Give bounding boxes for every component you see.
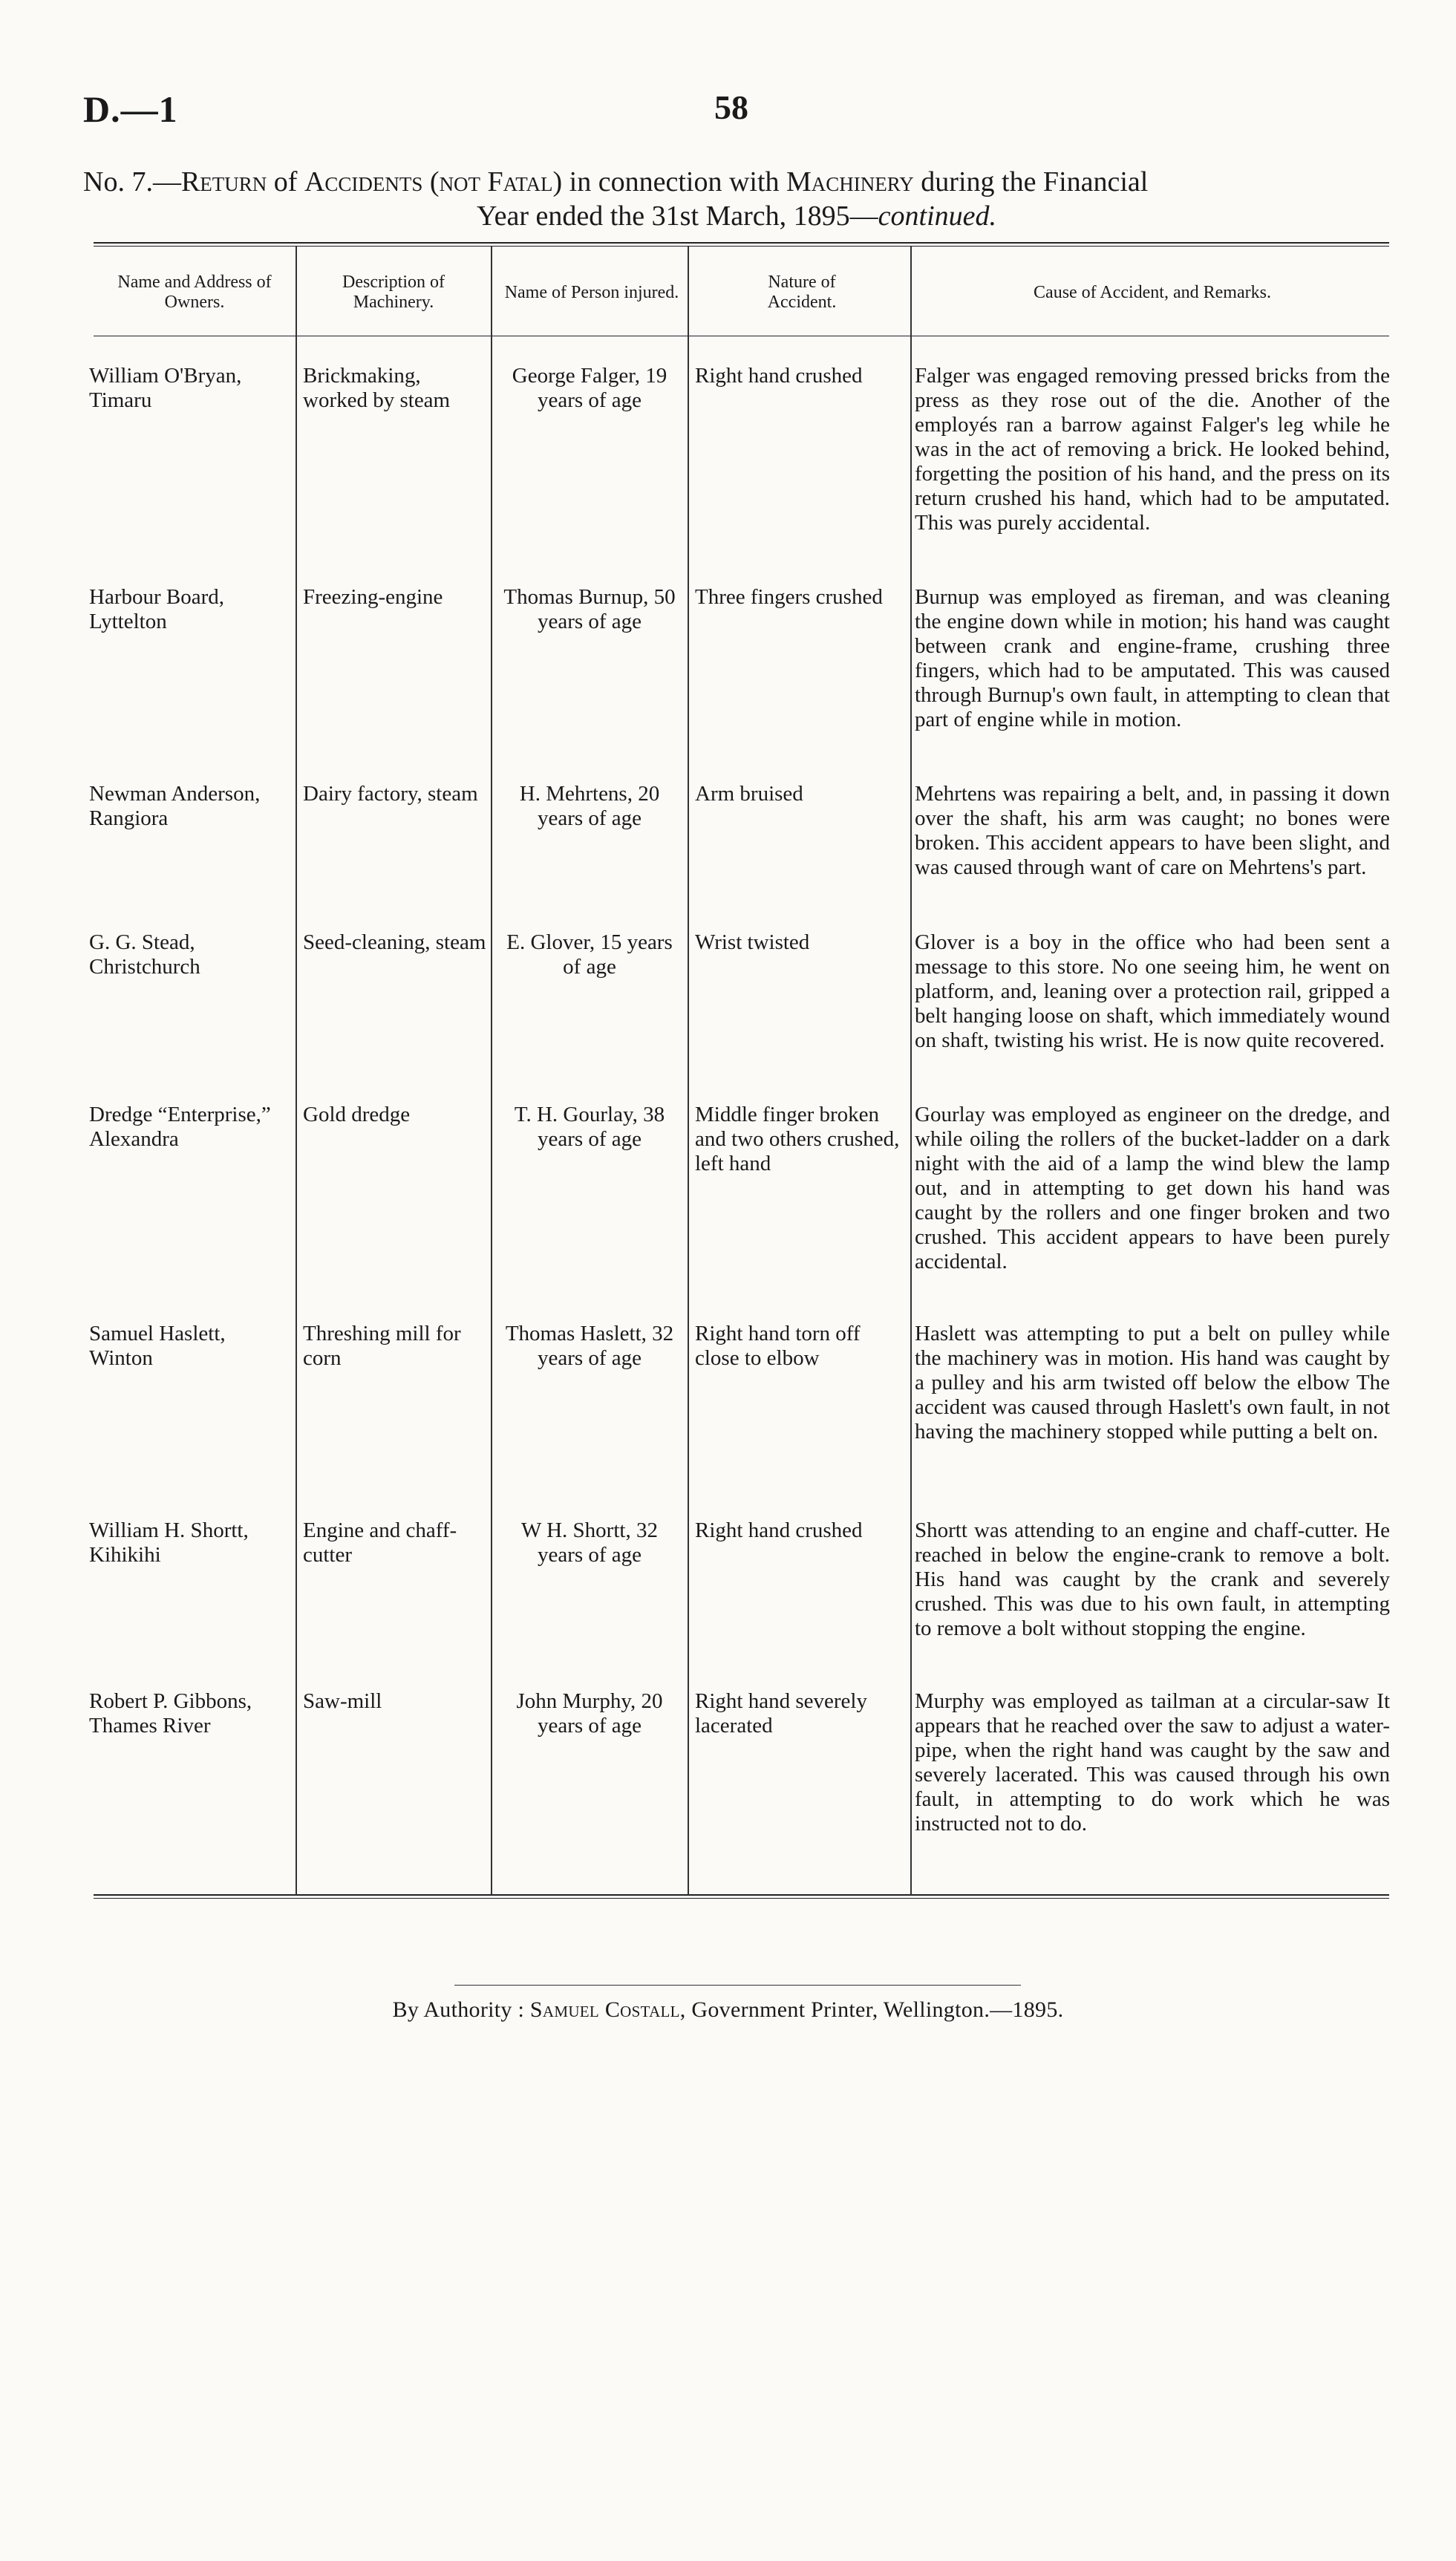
row-5-person: T. H. Gourlay, 38 years of age (514, 1103, 665, 1151)
column-divider (688, 247, 689, 1895)
title-line-1-end: during the Financial (913, 166, 1149, 198)
row-2-person: Thomas Burnup, 50 years of age (503, 585, 676, 633)
row-8-person: John Murphy, 20 years of age (516, 1689, 663, 1738)
row-3-person: H. Mehrtens, 20 years of age (519, 782, 660, 830)
row-4-cause: Glover is a boy in the office who had been sent a message to this store. No one seeing him, he went on platform, and, leaning over a protection rail, gripped a belt hanging loose on shaft, which immediately wound on shaft, twisting his wrist. He is now quite recovered. (915, 930, 1390, 1052)
row-4-nature: Wrist twisted (695, 930, 810, 954)
column-divider (910, 247, 912, 1895)
row-5-nature: Middle finger broken and two others crushed, left hand (695, 1103, 900, 1175)
row-5-owner: Dredge “Enterprise,” Alexandra (89, 1103, 271, 1151)
title-machinery: Machinery (786, 166, 914, 198)
row-1-machinery: Brickmaking, worked by steam (303, 364, 451, 412)
row-8-cause: Murphy was employed as tailman at a circular-saw It appears that he reached over the saw to adjust a water-pipe, when the right hand was caught by the saw and severely lacerated. This was caused through his own fault, in attempting to do work which he was instructed not to do. (915, 1689, 1390, 1836)
row-6-machinery: Threshing mill for corn (303, 1322, 461, 1370)
row-4-owner: G. G. Stead, Christchurch (89, 930, 200, 979)
row-4-machinery: Seed-cleaning, steam (303, 930, 486, 954)
header-machinery: Description of Machinery. (342, 273, 445, 312)
title-connection: ) in connection with (552, 166, 786, 198)
row-8-owner: Robert P. Gibbons, Thames River (89, 1689, 252, 1738)
row-7-person: W H. Shortt, 32 years of age (521, 1518, 658, 1567)
row-7-cause: Shortt was attending to an engine and chaff-cutter. He reached in below the engine-crank to remove a bolt. His hand was caught by the crank and severely crushed. This was due to his own fault, in attempting to remove a bolt without stopping the engine. (915, 1518, 1390, 1640)
row-1-nature: Right hand crushed (695, 364, 863, 388)
row-1-owner: William O'Bryan, Timaru (89, 364, 242, 412)
row-8-machinery: Saw-mill (303, 1689, 382, 1713)
row-6-person: Thomas Haslett, 32 years of age (505, 1322, 674, 1370)
row-3-nature: Arm bruised (695, 782, 803, 806)
header-cause: Cause of Accident, and Remarks. (1034, 282, 1271, 302)
row-8-nature: Right hand severely lacerated (695, 1689, 867, 1738)
title-accidents: Accidents (304, 166, 423, 198)
table-top-rule (94, 242, 1389, 247)
title-not-fatal: not Fatal (439, 166, 553, 198)
table-bottom-rule (94, 1894, 1389, 1899)
row-5-machinery: Gold dredge (303, 1103, 411, 1126)
page-number: 58 (714, 88, 748, 126)
row-2-machinery: Freezing-engine (303, 585, 443, 609)
row-5-cause: Gourlay was employed as engineer on the dredge, and while oiling the rollers of the bucket-ladder on a dark night with the aid of a lamp the wind blew the lamp out, and in attempting to get down his hand was caught by the rollers and one finger broken and two crushed. This accident appears to have been purely accidental. (915, 1103, 1390, 1273)
row-6-owner: Samuel Haslett, Winton (89, 1322, 226, 1370)
row-1-cause: Falger was engaged removing pressed bricks from the press as they rose out of the die. Another of the employés ran a barrow against Falger's leg while he was in the act of removing a brick. He looked behind, forgetting the position of his hand, and the press on its return crushed his hand, which had to be amputated. This was purely accidental. (915, 364, 1390, 535)
column-divider (491, 247, 492, 1895)
title-year: Year ended the 31st March, 1895— (476, 200, 878, 232)
title-paren-open: ( (422, 166, 440, 198)
row-7-owner: William H. Shortt, Kihikihi (89, 1518, 249, 1567)
row-7-nature: Right hand crushed (695, 1518, 863, 1542)
title-line-1 (83, 165, 1390, 199)
row-3-machinery: Dairy factory, steam (303, 782, 478, 806)
row-2-nature: Three fingers crushed (695, 585, 883, 609)
row-6-cause: Haslett was attempting to put a belt on pulley while the machinery was in motion. His hand was caught by a pulley and his arm twisted off below the elbow The accident was caused through Haslett's own fault, in not having the machinery stopped while putting a belt on. (915, 1322, 1390, 1443)
title-return: Return (180, 166, 267, 198)
document-code: D.—1 (83, 88, 178, 130)
header-owners: Name and Address of Owners. (117, 273, 272, 312)
column-divider (296, 247, 297, 1895)
printer-imprint (0, 1997, 1456, 2023)
row-2-cause: Burnup was employed as fireman, and was cleaning the engine down while in motion; his hand was caught between crank and engine-frame, crushing three fingers, which had to be amputated. This was caused through Burnup's own fault, in attempting to clean that part of engine while in motion. (915, 585, 1390, 731)
imprint-suffix: , Government Printer, Wellington.—1895. (679, 1997, 1064, 2022)
imprint-printer: Samuel Costall (529, 1997, 680, 2022)
title-prefix: No. 7.— (83, 166, 181, 198)
header-nature: Nature of Accident. (767, 273, 837, 312)
row-1-person: George Falger, 19 years of age (512, 364, 667, 412)
row-3-cause: Mehrtens was repairing a belt, and, in passing it down over the shaft, his arm was caught; no bones were broken. This accident appears to have been slight, and was caused through want of care on Mehrtens's part. (915, 782, 1390, 879)
page-title (83, 165, 1390, 233)
footer-rule (454, 1985, 1021, 1986)
row-3-owner: Newman Anderson, Rangiora (89, 782, 261, 830)
row-7-machinery: Engine and chaff-cutter (303, 1518, 457, 1567)
title-line-2 (83, 199, 1390, 233)
row-4-person: E. Glover, 15 years of age (506, 930, 673, 979)
row-6-nature: Right hand torn off close to elbow (695, 1322, 861, 1370)
imprint-prefix: By Authority : (392, 1997, 530, 2022)
title-continued: continued. (878, 200, 997, 232)
header-person: Name of Person injured. (504, 282, 679, 302)
row-2-owner: Harbour Board, Lyttelton (89, 585, 225, 633)
title-of: of (267, 166, 304, 198)
